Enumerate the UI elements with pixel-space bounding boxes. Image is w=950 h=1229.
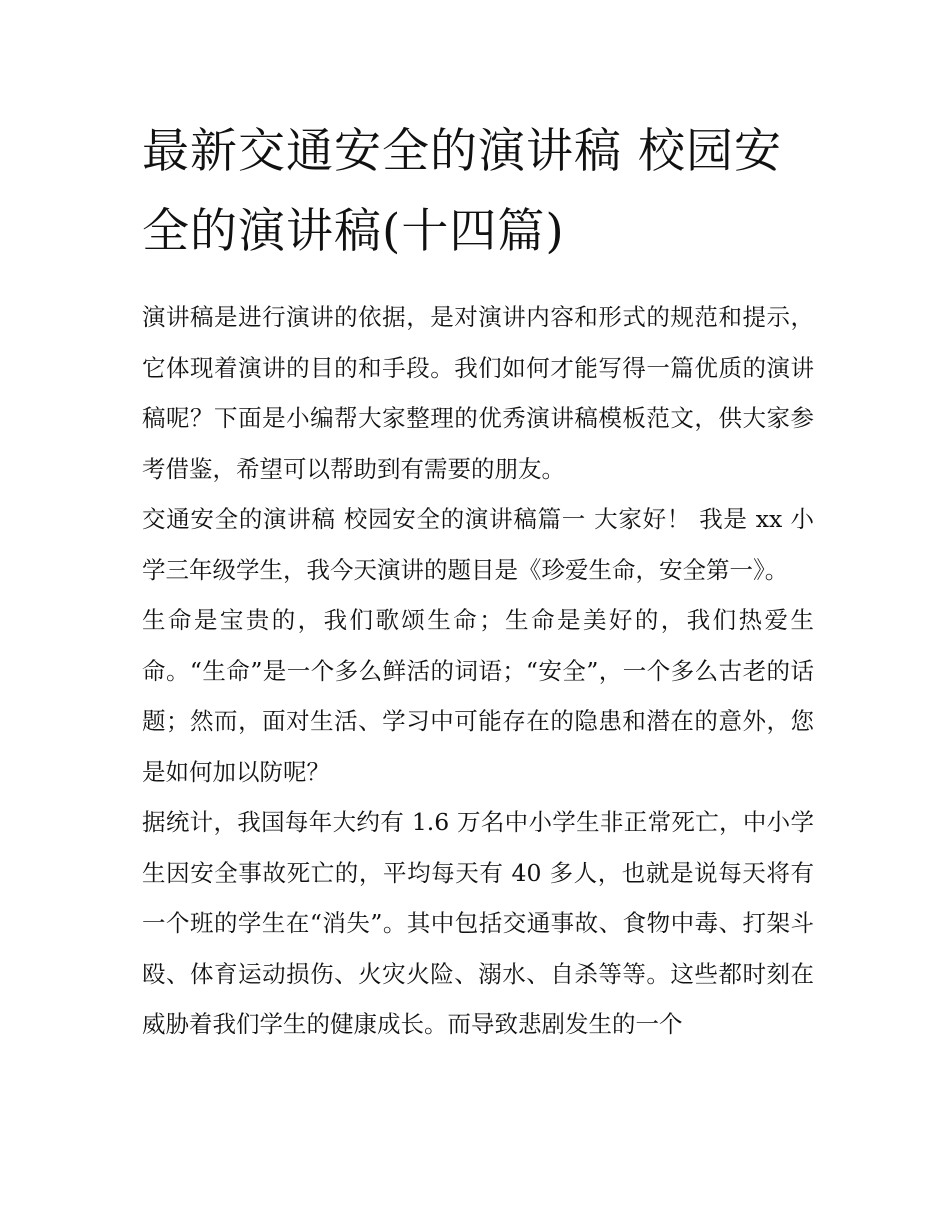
paragraph-speech-opening: 交通安全的演讲稿 校园安全的演讲稿篇一 大家好！ 我是 xx 小学三年级学生，我今天演讲的题目是《珍爱生命，安全第一》。 [142, 505, 814, 584]
paragraph-statistics: 据统计，我国每年大约有 1.6 万名中小学生非正常死亡，中小学生因安全事故死亡的，平均每天有 40 多人，也就是说每天将有一个班的学生在“消失”。其中包括交通事故、食物中毒、打架斗殴、体育运动损伤、火灾火险、溺水、自杀等等。这些都时刻在威胁着我们学生的健康成长。而导致悲剧发生的一个 [142, 808, 814, 1038]
document-body [142, 292, 814, 1050]
paragraph-intro: 演讲稿是进行演讲的依据，是对演讲内容和形式的规范和提示，它体现着演讲的目的和手段。我们如何才能写得一篇优质的演讲稿呢？下面是小编帮大家整理的优秀演讲稿模板范文，供大家参考借鉴，希望可以帮助到有需要的朋友。 [142, 303, 814, 483]
paragraph-life-safety: 生命是宝贵的，我们歌颂生命；生命是美好的，我们热爱生命。“生命”是一个多么鲜活的词语；“安全”，一个多么古老的话题；然而，面对生活、学习中可能存在的隐患和潜在的意外，您是如何加以防呢？ [142, 606, 814, 786]
document-title: 最新交通安全的演讲稿 校园安全的演讲稿(十四篇) [142, 124, 782, 259]
